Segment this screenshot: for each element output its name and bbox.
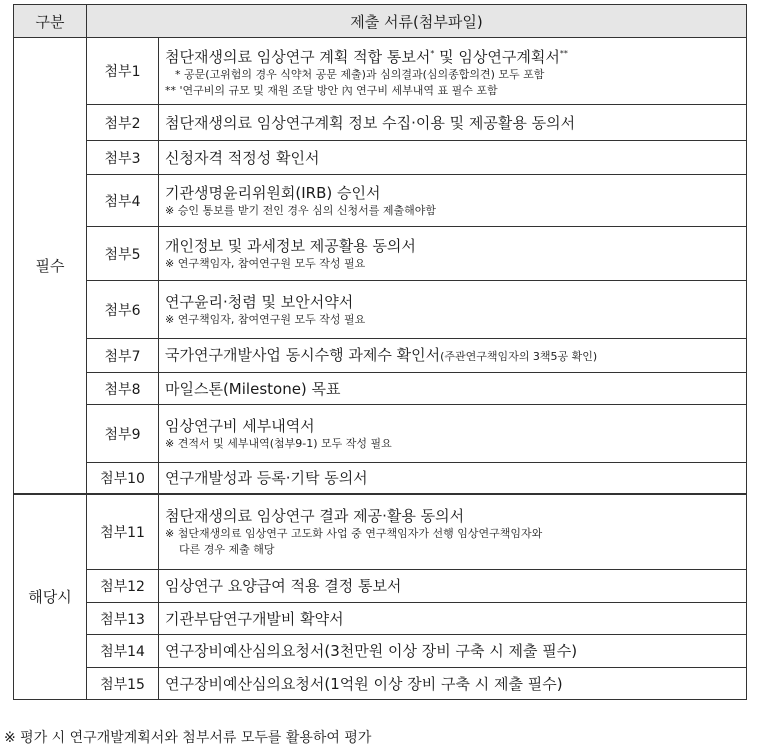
- table-row: [14, 405, 747, 463]
- attach-label: 첨부6: [87, 281, 159, 339]
- header-category: 구분: [14, 5, 87, 38]
- table-row: [14, 635, 747, 668]
- row-note: ※ 연구책임자, 참여연구원 모두 작성 필요: [165, 312, 366, 326]
- attach-label: 첨부15: [87, 668, 159, 700]
- table-row: [14, 603, 747, 635]
- row-main-text: 연구장비예산심의요청서(3천만원 이상 장비 구축 시 제출 필수): [165, 642, 578, 660]
- table-row: [14, 570, 747, 603]
- table-row: [14, 38, 747, 105]
- attach-label: 첨부11: [87, 494, 159, 570]
- row-main-text: 신청자격 적정성 확인서: [165, 148, 320, 167]
- table-row: [14, 175, 747, 227]
- group-required: 필수: [14, 38, 87, 494]
- attach-label: 첨부12: [87, 570, 159, 603]
- documents-table: [13, 4, 747, 700]
- header-documents: 제출 서류(첨부파일): [87, 5, 747, 38]
- row-main-text: 개인정보 및 과세정보 제공활용 동의서: [165, 236, 416, 255]
- row-main-text: 임상연구 요양급여 적용 결정 통보서: [165, 577, 402, 595]
- attach-label: 첨부3: [87, 141, 159, 175]
- group-if-applicable: 해당시: [14, 494, 87, 700]
- row-main-text: 첨단재생의료 임상연구 계획 적합 통보서* 및 임상연구계획서**: [165, 47, 568, 66]
- row-note: ※ 승인 통보를 받기 전인 경우 심의 신청서를 제출해야함: [165, 203, 436, 217]
- table-row: [14, 339, 747, 373]
- table-row: [14, 373, 747, 405]
- attach-label: 첨부14: [87, 635, 159, 668]
- row-note: ※ 연구책임자, 참여연구원 모두 작성 필요: [165, 256, 366, 270]
- table-row: [14, 494, 747, 570]
- row-note: ※ 견적서 및 세부내역(첨부9-1) 모두 작성 필요: [165, 436, 392, 450]
- row-main-text: 연구장비예산심의요청서(1억원 이상 장비 구축 시 제출 필수): [165, 674, 563, 693]
- table-row: [14, 668, 747, 700]
- row-main-text: 마일스톤(Milestone) 목표: [165, 379, 341, 398]
- row-main-text: 기관부담연구개발비 확약서: [165, 609, 344, 628]
- table-row: [14, 281, 747, 339]
- row-main-text: 첨단재생의료 임상연구 결과 제공·활용 동의서: [165, 506, 465, 525]
- attach-label: 첨부13: [87, 603, 159, 635]
- attach-label: 첨부8: [87, 373, 159, 405]
- row-main-text: 연구개발성과 등록·기탁 동의서: [165, 468, 368, 487]
- attach-label: 첨부7: [87, 339, 159, 373]
- table-row: [14, 227, 747, 281]
- attach-label: 첨부1: [87, 38, 159, 105]
- row-content: [159, 38, 747, 105]
- table-row: [14, 105, 747, 141]
- table-row: [14, 463, 747, 494]
- attach-label: 첨부5: [87, 227, 159, 281]
- row-note: * 공문(고위험의 경우 식약처 공문 제출)과 심의결과(심의종합의견) 모두 포함: [175, 67, 545, 81]
- attach-label: 첨부9: [87, 405, 159, 463]
- row-main-text: 연구윤리·청렴 및 보안서약서: [165, 292, 354, 311]
- row-note: ** '연구비의 규모 및 재원 조달 방안 內 연구비 세부내역 표 필수 포함: [165, 83, 498, 97]
- attach-label: 첨부4: [87, 175, 159, 227]
- row-main-text: 기관생명윤리위원회(IRB) 승인서: [165, 183, 381, 202]
- footer-note: ※ 평가 시 연구개발계획서와 첨부서류 모두를 활용하여 평가: [4, 730, 372, 746]
- row-main-text: 첨단재생의료 임상연구계획 정보 수집·이용 및 제공활용 동의서: [165, 113, 576, 132]
- row-main-text: 임상연구비 세부내역서: [165, 416, 315, 435]
- table-header-row: [14, 5, 747, 38]
- row-note: 다른 경우 제출 해당: [179, 542, 275, 556]
- table-row: [14, 141, 747, 175]
- attach-label: 첨부10: [87, 463, 159, 494]
- row-main-text: 국가연구개발사업 동시수행 과제수 확인서(주관연구책임자의 3책5공 확인): [165, 345, 598, 364]
- row-note: ※ 첨단재생의료 임상연구 고도화 사업 중 연구책임자가 선행 임상연구책임자와: [165, 526, 543, 540]
- attach-label: 첨부2: [87, 105, 159, 141]
